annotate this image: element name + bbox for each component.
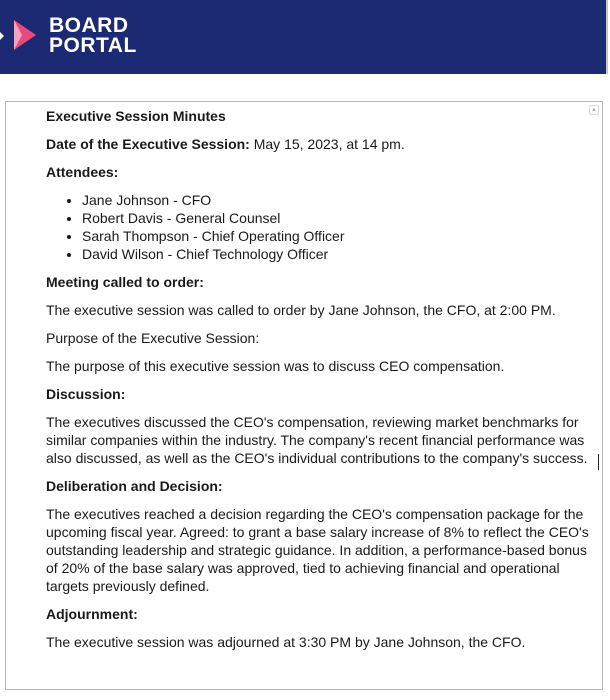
document-body [46, 102, 598, 651]
app-header [0, 0, 608, 74]
board-portal-logo-icon [0, 14, 40, 60]
date-label: Date of the Executive Session: [46, 136, 250, 152]
discussion-heading: Discussion: [46, 386, 126, 402]
deliberation-text: The executives reached a decision regarding the CEO's compensation package for the upcoming fiscal year. Agreed: to grant a base salary increase of 8% to reflect the CEO's outstanding leadership and strategic guidance. In addition, a performance-based bonus of 20% of the base salary was approved, tied to achieving financial and operational targets previously defined. [46, 506, 589, 594]
purpose-label: Purpose of the Executive Session: [46, 330, 260, 346]
text-cursor [598, 454, 599, 470]
called-to-order-text: The executive session was called to order by Jane Johnson, the CFO, at 2:00 PM. [46, 302, 556, 318]
attendee-item: • David Wilson - Chief Technology Officer [82, 245, 598, 263]
date-value: May 15, 2023, at 14 pm. [249, 136, 405, 152]
session-date [46, 135, 598, 153]
deliberation-heading: Deliberation and Decision: [46, 478, 223, 494]
attendee-item: • Jane Johnson - CFO [82, 191, 598, 209]
brand-name[interactable]: BOARD PORTAL [49, 14, 137, 57]
called-to-order-heading: Meeting called to order: [46, 274, 204, 290]
attendees-list [46, 191, 598, 263]
scroll-up-icon[interactable]: ▲ [589, 105, 599, 115]
purpose-text: The purpose of this executive session was to discuss CEO compensation. [46, 358, 505, 374]
minutes-document[interactable] [5, 101, 603, 690]
adjournment-text: The executive session was adjourned at 3:30 PM by Jane Johnson, the CFO. [46, 634, 526, 650]
adjournment-heading: Adjournment: [46, 606, 138, 622]
discussion-text: The executives discussed the CEO's compensation, reviewing market benchmarks for similar companies within the industry. The company's recent financial performance was also discussed, as well as the CEO's individual contributions to the company's success. [46, 414, 588, 466]
attendee-item: • Sarah Thompson - Chief Operating Officer [82, 227, 598, 245]
document-title: Executive Session Minutes [46, 108, 226, 124]
attendee-item: • Robert Davis - General Counsel [82, 209, 598, 227]
attendees-heading: Attendees: [46, 164, 119, 180]
